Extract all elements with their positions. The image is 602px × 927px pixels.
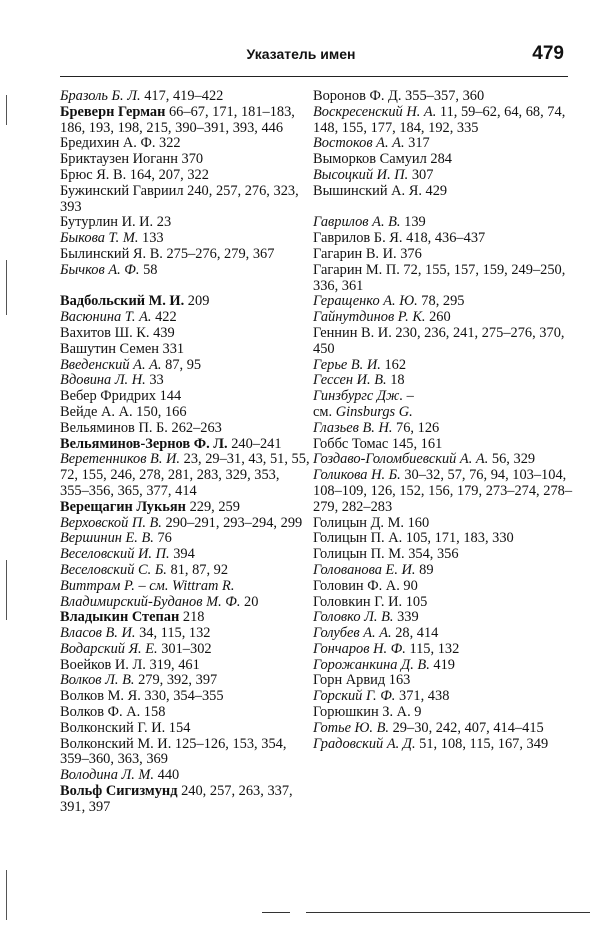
index-entry-pages: 163 — [385, 672, 411, 689]
index-entry — [60, 184, 310, 216]
index-entry-name: Гагарин В. И. — [313, 245, 397, 262]
index-entry — [313, 231, 575, 247]
index-entry-pages: 322 — [155, 135, 181, 152]
index-entry-pages: 164, 207, 322 — [126, 166, 209, 183]
index-entry — [313, 721, 575, 737]
index-entry — [313, 105, 575, 137]
index-entry-name: Головкин Г. И. — [313, 593, 403, 610]
index-entry — [313, 405, 575, 421]
index-entry-pages: 419 — [429, 656, 455, 673]
scan-edge-mark — [6, 560, 7, 620]
index-entry-pages: 230, 236, 241, 275–276, 370, 450 — [313, 324, 565, 357]
index-entry-pages: 133 — [138, 230, 164, 247]
index-entry — [313, 136, 575, 152]
index-entry — [313, 452, 575, 468]
index-entry — [313, 547, 575, 563]
index-entry — [313, 468, 575, 515]
index-entry — [60, 326, 310, 342]
running-header — [36, 40, 566, 70]
index-entry — [313, 516, 575, 532]
index-entry — [60, 689, 310, 705]
index-entry-pages: 394 — [169, 546, 195, 563]
index-entry-name: Геращенко А. Ю. — [313, 293, 418, 310]
index-entry — [60, 673, 310, 689]
index-entry-pages: 331 — [158, 340, 185, 357]
index-entry-name: Гессен И. В. — [313, 372, 387, 389]
index-entry-pages: 9 — [410, 704, 422, 721]
index-entry-pages: 260 — [425, 309, 451, 326]
index-entry — [60, 579, 310, 595]
index-entry-pages: 422 — [151, 309, 177, 326]
index-entry-name: Воскресенский Н. А. — [313, 103, 437, 120]
index-entry-name: Бредихин А. Ф. — [60, 135, 156, 152]
index-entry — [60, 595, 310, 611]
index-entry — [313, 579, 575, 595]
index-entry-pages: 417, 419–422 — [140, 88, 224, 104]
index-entry-name: Гаврилов А. В. — [313, 214, 401, 231]
index-entry — [60, 152, 310, 168]
index-entry-name: Горн Арвид — [313, 672, 386, 689]
index-entry — [60, 168, 310, 184]
index-entry-name: Голованова Е. И. — [313, 561, 416, 578]
index-entry — [60, 768, 310, 784]
index-entry — [60, 610, 310, 626]
index-entry — [313, 389, 575, 405]
index-entry — [313, 247, 575, 263]
index-entry-name: Гагарин М. П. — [313, 261, 400, 278]
index-entry — [313, 326, 575, 358]
index-entry-pages: 76, 126 — [392, 419, 440, 436]
index-entry-name: Брюс Я. В. — [60, 166, 127, 183]
index-entry-name: Горский Г. Ф. — [313, 688, 396, 705]
index-entry — [60, 721, 310, 737]
index-entry-pages: 284 — [426, 151, 452, 168]
index-entry-pages: 354, 356 — [404, 546, 459, 563]
index-entry-pages: 317 — [404, 135, 430, 152]
index-entry — [313, 595, 575, 611]
index-entry-name: Водарский Я. Е. — [60, 640, 158, 657]
index-entry-name: Головин Ф. А. — [313, 577, 400, 594]
index-entry — [313, 152, 575, 168]
index-entry-name: Вейде А. А. — [60, 403, 133, 420]
index-entry-name: Голикова Н. Б. — [313, 467, 401, 484]
index-entry-name: Герье В. И. — [313, 356, 381, 373]
index-entry-pages: 262–263 — [167, 419, 222, 436]
index-entry-name: Былинский Я. В. — [60, 245, 163, 262]
index-entry-name: Волков М. Я. — [60, 688, 141, 705]
index-entry-pages: 418, 436–437 — [402, 230, 486, 247]
index-column-right — [313, 89, 575, 752]
index-entry-name: Бутурлин И. И. — [60, 214, 154, 231]
index-entry-pages: 28, 414 — [391, 625, 439, 642]
index-entry — [60, 373, 310, 389]
index-entry-pages: 23, 29–31, 43, 51, 55, 72, 155, 246, 278, 281, 283, 329, 353, 355–356, 365, 377, 414 — [60, 451, 310, 499]
index-entry-name: Волков Ф. А. — [60, 704, 141, 721]
footer-rule — [306, 912, 590, 913]
index-entry-pages: 20 — [240, 593, 259, 610]
index-entry-pages: 34, 115, 132 — [135, 625, 211, 642]
index-entry — [313, 263, 575, 295]
index-entry-pages: 440 — [154, 767, 180, 784]
index-entry — [60, 358, 310, 374]
index-entry-pages: 209 — [184, 293, 210, 310]
index-entry-pages: 90 — [399, 577, 418, 594]
index-column-left — [60, 89, 310, 816]
index-entry — [313, 373, 575, 389]
index-entry-pages: 370 — [177, 151, 204, 168]
index-entry — [313, 705, 575, 721]
index-entry — [60, 626, 310, 642]
index-entry — [313, 168, 575, 184]
index-entry — [313, 215, 575, 231]
index-entry-name: Гинзбургс Дж. – — [313, 388, 414, 405]
header-rule — [60, 76, 568, 77]
index-entry-pages: 72, 155, 157, 159, 249–250, 336, 361 — [313, 261, 566, 294]
index-entry-name: Верховской П. В. — [60, 514, 162, 531]
index-entry-name: Гаврилов Б. Я. — [313, 230, 403, 247]
index-entry — [313, 737, 575, 753]
index-entry-name: Голицын П. А. — [313, 530, 403, 547]
index-entry-pages: 76 — [153, 530, 172, 547]
index-entry-name: Веретенников В. И. — [60, 451, 181, 468]
index-entry-name: Власов В. И. — [60, 625, 136, 642]
index-entry-name: Гоббс Томас — [313, 435, 389, 452]
index-entry-name: Голицын П. М. — [313, 546, 405, 563]
index-entry — [60, 294, 310, 310]
index-entry-pages: 218 — [179, 609, 205, 626]
index-entry-pages: 439 — [149, 324, 175, 341]
index-entry — [60, 136, 310, 152]
index-entry-pages: 115, 132 — [405, 640, 460, 657]
index-entry — [60, 421, 310, 437]
index-entry — [60, 516, 310, 532]
index-entry-pages: 301–302 — [157, 640, 212, 657]
index-entry-pages: 144 — [155, 388, 182, 405]
index-entry-name: Вахитов Ш. К. — [60, 324, 150, 341]
index-entry-name: см. — [313, 403, 333, 420]
index-entry — [313, 626, 575, 642]
index-entry-name: Голубев А. А. — [313, 625, 392, 642]
index-entry-pages: 18 — [386, 372, 405, 389]
index-entry-name: Гончаров Н. Ф. — [313, 640, 406, 657]
index-entry-name: Волконский Г. И. — [60, 719, 166, 736]
index-entry-pages: 87, 95 — [161, 356, 202, 373]
index-entry-pages: 105 — [402, 593, 428, 610]
index-entry — [313, 610, 575, 626]
index-entry — [313, 437, 575, 453]
index-entry-pages: 307 — [408, 166, 434, 183]
index-entry-name: Веселовский И. П. — [60, 546, 170, 563]
index-entry-pages: 429 — [421, 182, 448, 199]
index-entry-name: Гайнутдинов Р. К. — [313, 309, 426, 326]
scan-edge-mark — [6, 260, 7, 315]
index-entry-pages: 150, 166 — [132, 403, 187, 420]
index-entry-name: Бужинский Гавриил — [60, 182, 184, 199]
index-entry-name: Вебер Фридрих — [60, 388, 156, 405]
index-entry — [60, 452, 310, 499]
index-entry-name: Воейков И. Л. — [60, 656, 146, 673]
index-entry-pages: 33 — [145, 372, 164, 389]
scan-edge-mark — [6, 870, 7, 920]
index-entry — [60, 642, 310, 658]
index-entry-name: Бреверн Герман — [60, 103, 166, 120]
index-entry — [313, 294, 575, 310]
index-entry-pages: 290–291, 293–294, 299 — [161, 514, 303, 531]
index-entry — [313, 658, 575, 674]
index-entry-pages: 51, 108, 115, 167, 349 — [415, 735, 549, 752]
index-entry — [313, 421, 575, 437]
index-entry-pages: 11, 59–62, 64, 68, 74, 148, 155, 177, 184, 192, 335 — [313, 103, 566, 136]
index-entry-name: Готье Ю. В. — [313, 719, 390, 736]
index-entry-pages: 339 — [393, 609, 419, 626]
index-entry — [60, 784, 310, 816]
index-entry — [60, 105, 310, 137]
index-entry-pages: 56, 329 — [488, 451, 536, 468]
index-entry-pages: 240–241 — [227, 435, 282, 452]
index-entry — [60, 231, 310, 247]
index-entry — [313, 642, 575, 658]
index-entry-name: Гоздаво-Голомбиевский А. А. — [313, 451, 489, 468]
index-entry-pages: 58 — [139, 261, 158, 278]
index-entry-pages: 23 — [153, 214, 172, 231]
index-entry-name: Градовский А. Д. — [313, 735, 416, 752]
index-entry-name: Востоков А. А. — [313, 135, 405, 152]
index-entry-name: Голицын Д. М. — [313, 514, 405, 531]
index-entry-name: Вышинский А. Я. — [313, 182, 422, 199]
index-entry — [313, 673, 575, 689]
index-entry-name: Высоцкий И. П. — [313, 166, 409, 183]
index-entry — [60, 531, 310, 547]
index-entry-name: Верещагин Лукьян — [60, 498, 186, 515]
index-entry-pages: 81, 87, 92 — [166, 561, 229, 578]
index-entry-name: Геннин В. И. — [313, 324, 392, 341]
index-entry — [313, 531, 575, 547]
index-entry-name: Горожанкина Д. В. — [313, 656, 430, 673]
index-entry-pages: 240, 257, 263, 337, 391, 397 — [60, 783, 293, 815]
index-entry — [313, 358, 575, 374]
index-entry-name: Головко Л. В. — [313, 609, 394, 626]
index-entry — [60, 437, 310, 453]
index-entry-pages: 30–32, 57, 76, 94, 103–104, 108–109, 126, 152, 156, 179, 273–274, 278–279, 282–283 — [313, 467, 573, 515]
index-entry-name: Вельяминов П. Б. — [60, 419, 168, 436]
index-entry-pages: 29–30, 242, 407, 414–415 — [389, 719, 544, 736]
index-entry-pages: 66–67, 171, 181–183, 186, 193, 198, 215, 390–391, 393, 446 — [60, 103, 295, 136]
index-entry-pages: 330, 354–355 — [140, 688, 224, 705]
index-entry-pages: 275–276, 279, 367 — [162, 245, 275, 262]
index-entry-pages: 160 — [404, 514, 430, 531]
index-entry-pages: Wittram R. — [168, 577, 235, 594]
index-entry-name: Володина Л. М. — [60, 767, 155, 784]
index-entry-name: Вольф Сигизмунд — [60, 783, 178, 800]
index-entry-name: Виттрам Р. – см. — [60, 577, 169, 594]
scan-edge-mark — [6, 95, 7, 125]
page-number: 479 — [532, 43, 564, 64]
index-entry-pages: 162 — [380, 356, 407, 373]
index-entry-pages: 158 — [140, 704, 166, 721]
index-entry-pages: 371, 438 — [395, 688, 450, 705]
index-entry-name: Волков Л. В. — [60, 672, 135, 689]
index-entry — [60, 705, 310, 721]
index-entry-name: Владыкин Степан — [60, 609, 180, 626]
index-entry-pages: 139 — [400, 214, 426, 231]
index-entry — [313, 310, 575, 326]
index-entry-name: Вдовина Л. Н. — [60, 372, 146, 389]
index-entry-name: Введенский А. А. — [60, 356, 162, 373]
index-entry-pages: 355–357, 360 — [401, 88, 485, 104]
index-entry — [313, 184, 575, 200]
index-entry-name: Быкова Т. М. — [60, 230, 139, 247]
index-entry-name: Бриктаузен Иоганн — [60, 151, 178, 168]
index-entry-name: Вершинин Е. В. — [60, 530, 154, 547]
index-entry — [60, 547, 310, 563]
index-entry — [60, 658, 310, 674]
index-entry — [313, 89, 575, 105]
index-entry-name: Владимирский-Буданов М. Ф. — [60, 593, 241, 610]
index-entry-pages: 78, 295 — [417, 293, 465, 310]
index-entry-name: Вашутин Семен — [60, 340, 159, 357]
index-entry — [60, 263, 310, 279]
index-entry-name: Вадбольский М. И. — [60, 293, 185, 310]
index-entry — [60, 563, 310, 579]
index-entry-name: Бычков А. Ф. — [60, 261, 140, 278]
index-entry-pages: 89 — [415, 561, 434, 578]
running-header-title: Указатель имен — [246, 46, 356, 62]
index-entry — [60, 247, 310, 263]
index-entry — [313, 563, 575, 579]
index-entry-pages: 125–126, 153, 354, 359–360, 363, 369 — [60, 735, 287, 768]
index-entry-pages: 154 — [165, 719, 191, 736]
index-entry-pages: 376 — [396, 245, 422, 262]
index-entry-name: Веселовский С. Б. — [60, 561, 167, 578]
index-entry-name: Воронов Ф. Д. — [313, 88, 402, 104]
index-entry — [60, 737, 310, 769]
index-entry — [60, 215, 310, 231]
index-entry-name: Глазьев В. Н. — [313, 419, 393, 436]
index-entry — [60, 89, 310, 105]
index-entry-pages: 105, 171, 183, 330 — [402, 530, 514, 547]
index-entry — [313, 689, 575, 705]
index-entry-pages: 145, 161 — [388, 435, 443, 452]
index-entry — [60, 500, 310, 516]
index-entry-name: Горюшкин З. А. — [313, 704, 411, 721]
index-entry-name: Вельяминов-Зернов Ф. Л. — [60, 435, 228, 452]
index-entry-pages: 319, 461 — [145, 656, 200, 673]
index-entry-name: Выморков Самуил — [313, 151, 427, 168]
index-entry-pages: 279, 392, 397 — [134, 672, 218, 689]
index-entry-name: Бразоль Б. Л. — [60, 88, 141, 104]
index-entry — [60, 310, 310, 326]
index-entry-pages: 240, 257, 276, 323, 393 — [60, 182, 299, 215]
index-entry-name: Волконский М. И. — [60, 735, 172, 752]
index-entry — [60, 342, 310, 358]
index-entry — [60, 389, 310, 405]
index-entry-name: Васюнина Т. А. — [60, 309, 152, 326]
index-entry — [60, 405, 310, 421]
index-entry-pages: 229, 259 — [185, 498, 240, 515]
index-entry-pages: Ginsburgs G. — [332, 403, 413, 420]
footer-rule — [262, 912, 290, 913]
